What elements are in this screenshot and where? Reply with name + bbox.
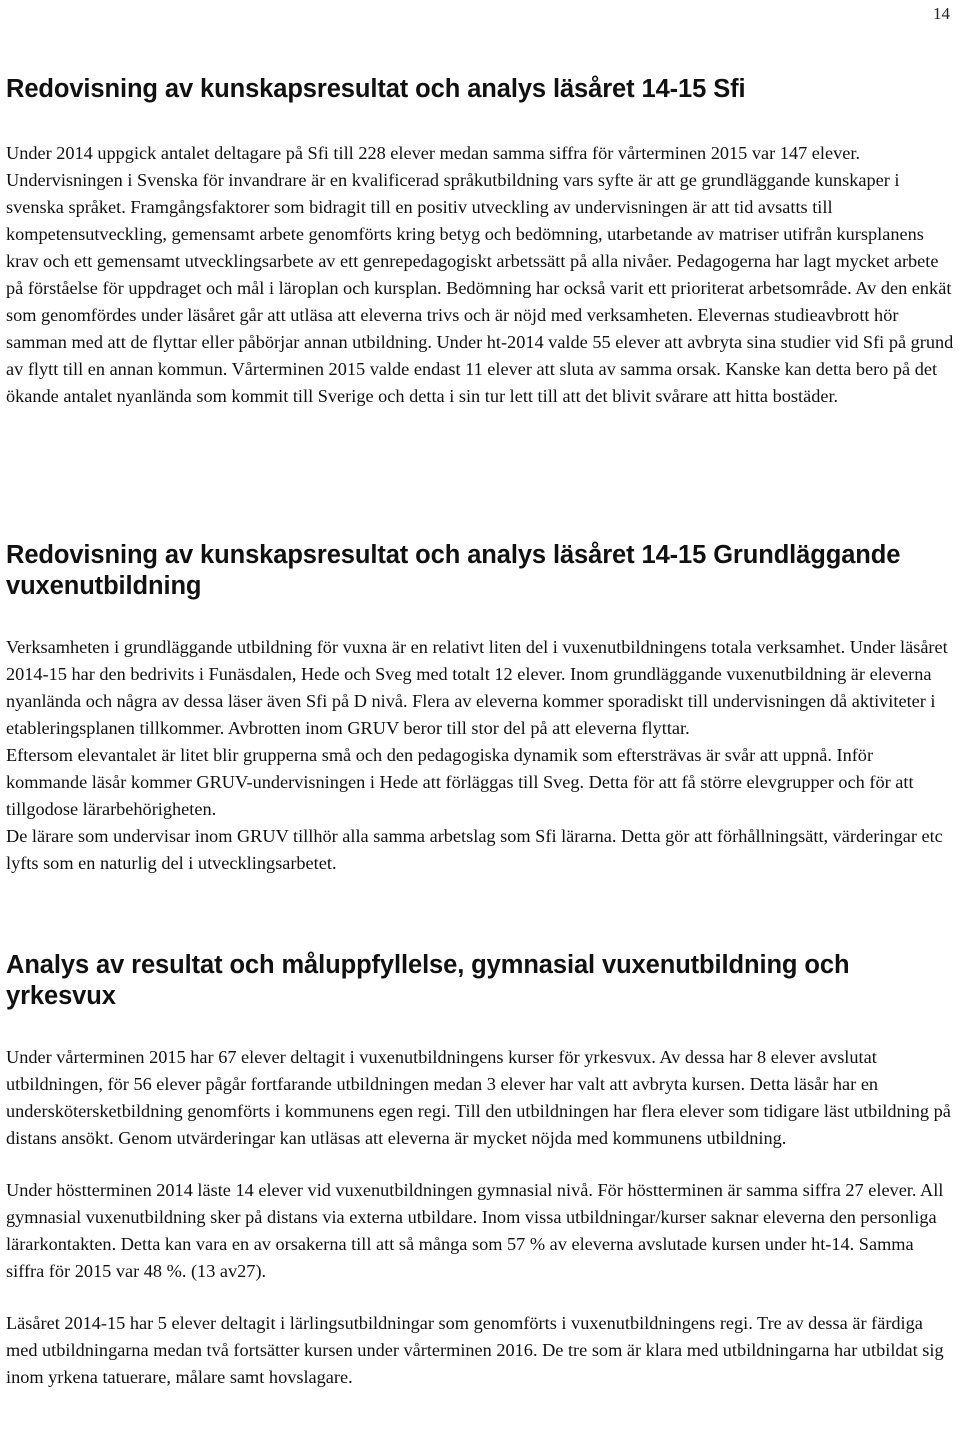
section-heading-gymnasial: Analys av resultat och måluppfyllelse, gymnasial vuxenutbildning och yrkesvux	[6, 951, 850, 1010]
paragraph: Läsåret 2014-15 har 5 elever deltagit i lärlingsutbildningar som genomförts i vuxenutbildningens regi. Tre av dessa är färdiga med utbildningarna medan två fortsätter kursen under vårterminen 2016. De tre som är klara med utbildningarna har utbildat sig inom yrkena tatuerare, målare samt hovslagare.	[6, 1313, 944, 1387]
section-heading-gruv: Redovisning av kunskapsresultat och analys läsåret 14-15 Grundläggande vuxenutbildning	[6, 541, 901, 600]
section-gymnasial-vuxenutbildning	[6, 950, 956, 1391]
paragraph: De lärare som undervisar inom GRUV tillhör alla samma arbetslag som Sfi lärarna. Detta gör att förhållningsätt, värderingar etc lyfts som en naturlig del i utvecklingsarbetet.	[6, 826, 943, 873]
paragraph: Verksamheten i grundläggande utbildning för vuxna är en relativt liten del i vuxenutbildningens totala verksamhet. Under läsåret 2014-15 har den bedrivits i Funäsdalen, Hede och Sveg med totalt 12 elever. Inom grundläggande vuxenutbildning är eleverna nyanlända och några av dessa läser även Sfi på D nivå. Flera av eleverna kommer sporadiskt till undervisningen då aktiviteter i etableringsplanen tillkommer. Avbrotten inom GRUV beror till stor del på att eleverna flyttar.	[6, 637, 948, 738]
paragraph: Under 2014 uppgick antalet deltagare på Sfi till 228 elever medan samma siffra för vårterminen 2015 var 147 elever. Undervisningen i Svenska för invandrare är en kvalificerad språkutbildning vars syfte är att ge grundläggande kunskaper i svenska språket. Framgångsfaktorer som bidragit till en positiv utveckling av undervisningen är att tid avsatts till kompetensutveckling, gemensamt arbete genomförts kring betyg och bedömning, utarbetande av matriser utifrån kursplanens krav och ett gemensamt utvecklingsarbete av ett genrepedagogiskt arbetssätt på alla nivåer. Pedagogerna har lagt mycket arbete på förståelse för uppdraget och mål i läroplan och kursplan. Bedömning har också varit ett prioriterat arbetsområde. Av den enkät som genomfördes under läsåret går att utläsa att eleverna trivs och är nöjd med verksamheten. Elevernas studieavbrott hör samman med att de flyttar eller påbörjar annan utbildning. Under ht-2014 valde 55 elever att avbryta sina studier vid Sfi på grund av flytt till en annan kommun. Vårterminen 2015 valde endast 11 elever att sluta av samma orsak. Kanske kan detta bero på det ökande antalet nyanlända som kommit till Sverige och detta i sin tur lett till att det blivit svårare att hitta bostäder.	[6, 143, 954, 406]
page-number: 14	[933, 4, 950, 23]
paragraph: Under höstterminen 2014 läste 14 elever vid vuxenutbildningen gymnasial nivå. För höstterminen är samma siffra 27 elever. All gymnasial vuxenutbildning sker på distans via externa utbildare. Inom vissa utbildningar/kurser saknar eleverna den personliga lärarkontakten. Detta kan vara en av orsakerna till att så många som 57 % av eleverna avslutade kursen under ht-14. Samma siffra för 2015 var 48 %. (13 av27).	[6, 1180, 944, 1281]
section-grundlaggande-vuxenutbildning	[6, 540, 956, 877]
section-sfi	[6, 74, 956, 410]
paragraph: Eftersom elevantalet är litet blir grupperna små och den pedagogiska dynamik som eftersträvas är svår att uppnå. Inför kommande läsår kommer GRUV-undervisningen i Hede att förläggas till Sveg. Detta för att få större elevgrupper och för att tillgodose lärarbehörigheten.	[6, 745, 914, 819]
section-heading-sfi: Redovisning av kunskapsresultat och analys läsåret 14-15 Sfi	[6, 75, 746, 103]
paragraph: Under vårterminen 2015 har 67 elever deltagit i vuxenutbildningens kurser för yrkesvux. Av dessa har 8 elever avslutat utbildningen, för 56 elever pågår fortfarande utbildningen medan 3 elever har valt att avbryta kursen. Detta läsår har en underskötersketbildning genomförts i kommunens egen regi. Till den utbildningen har flera elever som tidigare läst utbildning på distans ansökt. Genom utvärderingar kan utläsas att eleverna är mycket nöjda med kommunens utbildning.	[6, 1047, 951, 1148]
